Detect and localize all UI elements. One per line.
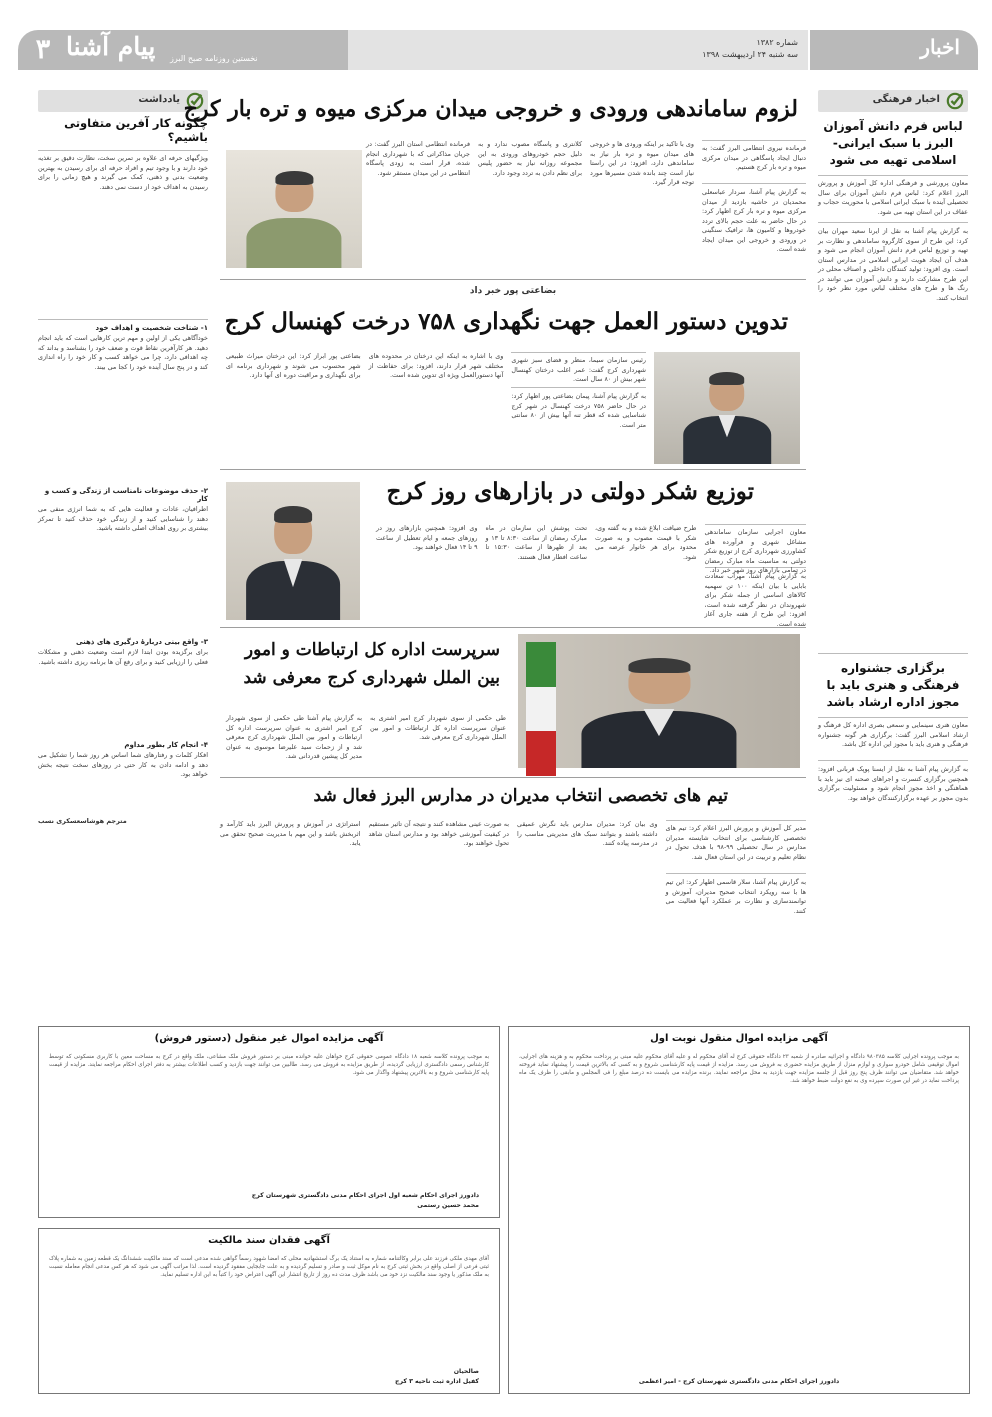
ad-lost-deed [38,1228,500,1394]
page-number: ۳ [35,34,51,65]
masthead-middle-bar [348,30,808,70]
check-circle-icon [946,92,964,110]
article1-text2: وی با تاکید بر اینکه ورودی ها و خروجی های میدان میوه و تره بار نیاز به ساماندهی دارد، افزود: در این راستا نیاز است چند بانده شدن مسیرها مورد توجه قرار گیرد. [590,140,694,186]
article2-text2: وی با اشاره به اینکه این درختان در محدوده های مختلف شهر قرار دارند، افزود: برای حفاظت از آنها دستورالعمل ویژه ای تدوین شده است. [368,352,504,379]
article1-headline: لزوم ساماندهی ورودی و خروجی میدان مرکزی میوه و تره بار کرج [183,96,798,122]
left-column-tag [38,90,208,112]
article1-columns [366,140,806,272]
left-column-tag-label: یادداشت [138,94,180,105]
ad2-title: آگهی مزایده اموال غیر منقول (دستور فروش) [154,1033,384,1044]
ad3-signature-line2: کفیل اداره ثبت ناحیه ۳ کرج [395,1378,479,1385]
article5-columns [220,820,806,980]
article2-kicker: بضاعتی پور خبر داد [469,286,557,296]
article4-text1: طی حکمی از سوی شهردار کرج امیر اشتری به عنوان سرپرست اداره کل ارتباطات و امور بین الملل شهرداری کرج معرفی شد. [370,714,506,741]
article3-highlight: معاون اجرایی سازمان ساماندهی مشاغل شهری و فرآورده های کشاورزی شهرداری کرج از توزیع شکر دولتی به مناسبت ماه مبارک رمضان در تمامی بازارهای روز شهر خبر داد. [705,524,807,568]
article-old-trees [220,282,806,470]
article2-columns [226,352,646,464]
iran-flag-icon [526,642,556,776]
masthead-brand-bar [18,30,348,70]
ad2-signature-line2: محمد حسین رستمی [417,1202,479,1209]
ad3-body: آقای مهدی ملکی فرزند علی برابر وکالتنامه شماره به استناد یک برگ استشهادیه محلی که امضا شهود رسماً گواهی شده مدعی است که سند مالکیت ششدانگ یک قطعه زمین به شماره پلاک ثبتی فرعی از اصلی واقع در بخش ثبتی کرج به نام موکل ثبت و صادر و تسلیم گردیده و به علت جابجایی مفقود گردیده است. لذا مراتب آگهی می شود که هر کس مدعی انجام معامله نسبت به ملک مذکور یا وجود سند مالکیت نزد خود می باشد ظرف مدت ده روز از تاریخ انتشار این آگهی اعتراض خود را کتباً به این اداره تسلیم نماید. [49,1256,489,1278]
article-fruit-market [183,90,806,280]
article5-highlight: مدیر کل آموزش و پرورش البرز اعلام کرد: تیم های تخصصی کارشناسی برای انتخاب شایسته مدیران مدارس در سال تحصیلی ۹۹-۹۸ با هدف تحول در نظام تعلیم و تربیت در این استان فعال شد. [666,820,807,874]
article3-photo [226,482,360,620]
article2-caption: رئیس سازمان سیما، منظر و فضای سبز شهری شهرداری کرج گفت: عمر اغلب درختان کهنسال شهر بیش از ۸۰ سال است. [511,352,646,388]
right-story1-lead: معاون پرورشی و فرهنگی اداره کل آموزش و پرورش البرز اعلام کرد: لباس فرم دانش آموزان برای سال تحصیلی آینده با سبک ایرانی اسلامی با محوریت حجاب و عفاف در این استان تهیه می شود. [818,175,968,223]
left-column-credit: مترجم هوشاسعسکری نسب [38,817,127,825]
left-section3-head: ۳- واقع بینی دربارۀ درگیری های ذهنی [76,638,208,646]
left-section2-text: اطرافیان، عادات و فعالیت هایی که به شما انرژی منفی می دهند را شناسایی کنید و از زندگی خود حذف کنید تا تمرکز بیشتری بر روی اهداف اصلی داشته باشید. [38,505,208,532]
article2-person-figure [683,369,771,464]
right-column-tag [818,90,968,112]
article3-col1 [704,524,807,628]
article1-highlight: فرمانده نیروی انتظامی البرز گفت: به دنبال ایجاد پاسگاهی در میدان مرکزی میوه و تره بار کرج هستیم. [702,140,806,184]
ad2-signature [252,1191,479,1211]
article1-person-figure [246,168,341,268]
masthead-section-bar [810,30,978,70]
right-column-tag-label: اخبار فرهنگی [872,94,940,105]
article4-headline-line2: بین الملل شهرداری کرج معرفی شد [243,668,500,688]
article1-text4: فرمانده انتظامی استان البرز گفت: در جریان مذاکراتی که با شهرداری انجام شده، قرار است به زودی پاسگاه انتظامی در این میدان مستقر شود. [366,140,470,177]
issue-date: سه شنبه ۲۴ اردیبهشت ۱۳۹۸ [702,50,798,59]
ad1-title: آگهی مزایده اموال منقول نوبت اول [650,1033,828,1044]
article1-col1 [702,140,806,272]
ad-immovable-auction [38,1026,500,1218]
left-column [38,90,208,870]
issue-number: شماره ۱۳۸۲ [756,38,798,47]
ad2-signature-line1: دادورز اجرای احکام شعبه اول اجرای احکام مدنی دادگستری شهرستان کرج [251,1192,479,1199]
ad1-body: به موجب پرونده اجرایی کلاسه ۹۸۰۳۸۵ دادگاه و اجرائیه صادره از شعبه ۲۳ دادگاه حقوقی کرج له آقای محکوم له و علیه آقای محکوم علیه مبنی بر پرداخت محکوم به و هزینه های اجرایی، اموال توقیفی شامل خودرو سواری و لوازم منزل از طریق مزایده حضوری به فروش می رسد. مزایده از قیمت پایه کارشناسی شروع و به کسی که بالاترین قیمت را پیشنهاد نماید فروخته خواهد شد. متقاضیان می توانند ظرف پنج روز قبل از جلسه مزایده جهت بازدید به محل مراجعه نمایند. برنده مزایده می بایست ده درصد مبلغ را فی المجلس و مابقی را ظرف یک ماه پرداخت نماید در غیر این صورت سپرده وی به نفع دولت ضبط خواهد شد. [519,1054,959,1084]
left-column-title: چگونه کار آفرین متفاوتی باشیم؟ [64,116,208,144]
newspaper-logo: پیام آشنا [66,32,156,61]
article3-columns [376,524,806,628]
left-section2-head: ۲- حذف موضوعات نامناسب از زندگی و کسب و کار [44,487,208,503]
left-section3-text: برای برگزیده بودن ابتدا لازم است وضعیت ذهنی و مشکلات فعلی را ارزیابی کنید و برای رفع آن ها برنامه ریزی داشته باشید. [38,648,208,666]
article2-col1 [511,352,646,464]
newspaper-tagline: نخستین روزنامه صبح البرز [170,54,258,63]
ad3-signature [395,1367,479,1387]
ad2-body: به موجب پرونده کلاسه شعبه ۱۸ دادگاه عمومی حقوقی کرج خواهان علیه خوانده مبنی بر دستور فروش ملک مشاعی، ملک واقع در کرج به مساحت معین با کاربری مسکونی که توسط کارشناس رسمی دادگستری ارزیابی گردیده، از طریق مزایده به فروش می رسد. طالبین می توانند جهت بازدید و کسب اطلاعات بیشتر به دفتر اجرای احکام مراجعه نمایند. مزایده از قیمت پایه کارشناسی شروع و به بالاترین پیشنهاد واگذار می شود. [49,1054,489,1076]
masthead [18,30,978,70]
article4-person-figure [581,654,736,768]
article-school-managers [220,780,806,915]
article1-text1: به گزارش پیام آشنا، سردار عباسعلی محمدیان در حاشیه بازدید از میدان مرکزی میوه و تره بار کرج اظهار کرد: در حال حاضر به علت حجم بالای تردد خودروها و کامیون ها، ترافیک سنگینی در ورودی و خروجی این میدان ایجاد شده است. [702,188,806,253]
article1-photo [226,150,362,268]
right-column [818,90,968,870]
article3-person-figure [246,503,340,620]
ad3-signature-line1: صالحیان [453,1368,479,1375]
article4-photo [518,634,800,768]
article-sugar-distribution [220,472,806,628]
article1-text3: کلانتری و پاسگاه مصوب ندارد و به دلیل حجم خودروهای ورودی به این مجموعه روزانه نیاز به حضور پلیس برای نظم دادن به تردد وجود دارد. [478,140,582,177]
left-section4-head: ۴- انجام کار بطور مداوم [124,741,208,749]
left-column-intro: ویژگیهای حرفه ای علاوه بر تمرین سخت، نظارت دقیق بر تغذیه خود دارند و با وجود تیم و افراد حرفه ای برای رسیدن به بهترین وضعیت بدنی و ذهنی، کمک می گیرند و هیچ زمانی را برای رسیدن به اهداف خود از دست نمی دهند. [38,150,208,320]
article5-headline: تیم های تخصصی انتخاب مدیران در مدارس البرز فعال شد [313,786,728,806]
article2-text3: بضاعتی پور ابراز کرد: این درختان میراث طبیعی شهر محسوب می شوند و شهرداری برنامه ای برای نگهداری و مراقبت دوره ای آنها دارد. [225,352,361,379]
article4-text2: به گزارش پیام آشنا طی حکمی از سوی شهردار کرج امیر اشتری به عنوان سرپرست اداره کل ارتباطات و امور بین الملل شهرداری کرج معرفی شد و از زحمات سید علیرضا موسوی به عنوان مدیر کل پیشین قدردانی شد. [226,714,362,760]
left-section1-head: ۱- شناخت شخصیت و اهداف خود [95,324,208,332]
ad-movable-auction [508,1026,970,1394]
section-title: اخبار [920,35,960,59]
article2-text1: به گزارش پیام آشنا، پیمان بضاعتی پور اظهار کرد: در حال حاضر ۷۵۸ درخت کهنسال در شهر کرج شناسایی شده که قطر تنه آنها بیش از ۸۰ سانتی متر است. [511,392,646,429]
article5-text3: به صورت عینی مشاهده کنند و نتیجه آن تاثیر مستقیم در کیفیت آموزشی خواهد بود و مدارس استان شاهد تحول خواهند بود. [368,820,509,847]
article5-text1: به گزارش پیام آشنا، سلار قاسمی اظهار کرد: این تیم ها با سه رویکرد انتخاب صحیح مدیران، آموزش و توانمندسازی و نظارت بر عملکرد آنها فعالیت می کنند. [665,878,806,915]
article5-col1 [666,820,807,980]
article-municipality-appointment [220,630,806,778]
right-story2-title: برگزاری جشنواره فرهنگی و هنری باید با مجوز اداره ارشاد باشد [818,653,968,711]
left-section4-text: افکار کلمات و رفتارهای شما اساس هر روز شما را تشکیل می دهد و ادامه دادن به کار حتی در روزهای سخت نتیجه بخش خواهد بود. [38,751,208,778]
right-story1-body: به گزارش پیام آشنا به نقل از ایرنا سعید مهران بیان کرد: این طرح از سوی کارگروه ساماندهی و نظارت بر تهیه و توزیع لباس فرم دانش آموزان انجام می شود و هدف آن ایجاد هویت ایرانی اسلامی در مدارس استان است. وی افزود: تولید کنندگان داخلی و اصناف محلی در این طرح مشارکت دارند و دانش آموزان می توانند در رنگ ها و طرح های مختلف لباس مورد نظر خود را انتخاب کنند. [818,227,968,302]
article3-text2: طرح ضیافت ابلاغ شده و به گفته وی، شکر با قیمت مصوب و به صورت محدود برای هر خانوار عرضه می شود. [595,524,697,561]
right-story1-title: لباس فرم دانش آموزان البرز با سبک ایرانی- اسلامی تهیه می شود [823,119,963,167]
article4-columns [226,714,506,770]
article2-photo [654,352,800,464]
issue-info [702,37,798,61]
article3-text3: تحت پوشش این سازمان در ماه مبارک رمضان از ساعت ۸:۳۰ تا ۱۳ و بعد از ظهرها از ساعت ۱۵:۳۰ تا ساعت افطار فعال هستند. [485,524,587,561]
left-section1-text: خودآگاهی یکی از اولین و مهم ترین کارهایی است که باید انجام دهید. هر کارآفرین نقاط قوت و ضعف خود را بشناسد و بداند که چه اهدافی دارد، چرا می خواهد کسب و کار خود را راه اندازی کند و در پنج سال آینده خود را کجا می بیند. [38,334,208,371]
right-story2-lead: معاون هنری سینمایی و سمعی بصری اداره کل فرهنگ و ارشاد اسلامی البرز گفت: برگزاری هر گونه جشنواره فرهنگی و هنری باید با مجوز این اداره کل باشد. [818,717,968,761]
article4-headline [244,636,501,692]
ad1-signature: دادورز اجرای احکام مدنی دادگستری شهرستان کرج - امیر اعظمی [638,1378,840,1385]
article3-text1: به گزارش پیام آشنا، مهراب سعادت بابایی با بیان اینکه ۱۰۰ تن سهمیه کالاهای اساسی از جمله شکر برای شهروندان در نظر گرفته شده است، افزود: این طرح از هفته جاری آغاز شده است. [704,572,806,628]
article4-headline-line1: سرپرست اداره کل ارتباطات و امور [244,640,500,660]
article5-text2: وی بیان کرد: مدیران مدارس باید نگرش عمیقی داشته باشند و بتوانند سبک های مدیریتی مناسب را در مدرسه پیاده کنند. [517,820,658,847]
article5-text4: استراتژی در آموزش و پرورش البرز باید کارآمد و اثربخش باشد و این مهم با مدیریت صحیح تحقق می یابد. [220,820,361,847]
article3-text4: وی افزود: همچنین بازارهای روز در روزهای جمعه و ایام تعطیل از ساعت ۹ تا ۱۴ فعال خواهند بود. [376,524,478,551]
right-story2-body: به گزارش پیام آشنا به نقل از ایسنا پوپک قربانی افزود: همچنین برگزاری کنسرت و اجراهای صحنه ای نیز باید با هماهنگی و اخذ مجوز انجام شود و مسئولیت برگزاری بدون مجوز بر عهده برگزارکنندگان خواهد بود. [818,765,968,802]
ad3-title: آگهی فقدان سند مالکیت [208,1235,330,1246]
article3-headline: توزیع شکر دولتی در بازارهای روز کرج [386,478,754,505]
article2-headline: تدوین دستور العمل جهت نگهداری ۷۵۸ درخت کهنسال کرج [224,308,788,335]
